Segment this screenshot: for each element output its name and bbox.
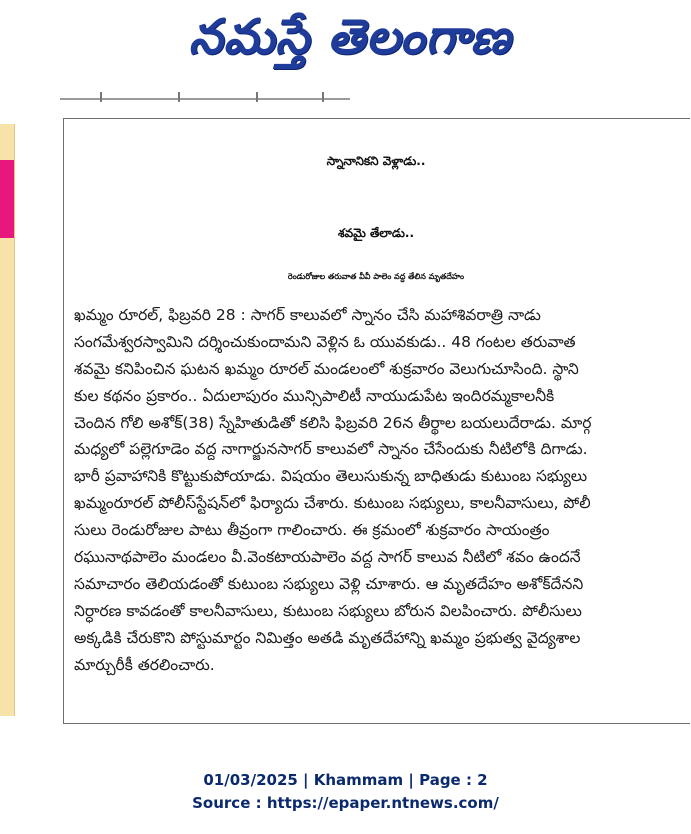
headline-line-1: స్నానానికని వెళ్లాడు.. [326, 154, 426, 168]
divider-line [60, 98, 350, 100]
page-edge-accent [0, 160, 14, 238]
body-line: సులు రెండురోజుల పాటు తీవ్రంగా గాలించారు. ఈ క్రమంలో శుక్రవారం సాయంత్రం [74, 521, 550, 540]
body-line: సంగమేశ్వరస్వామిని దర్శించుకుందామని వెళ్లిన ఓ యువకుడు.. 48 గంటల తరువాత [74, 332, 576, 351]
body-line: ఖమ్మంరూరల్ పోలీస్‌స్టేషన్‌లో ఫిర్యాదు చేశారు. కుటుంబ సభ్యులు, కాలనీవాసులు, పోలీ [74, 494, 591, 513]
divider-mark [178, 92, 180, 102]
article-body [74, 302, 674, 678]
divider-mark [322, 92, 324, 102]
divider-mark [100, 92, 102, 102]
body-line: శవమై కనిపించిన ఘటన ఖమ్మం రూరల్ మండలంలో శుక్రవారం వెలుగుచూసింది. స్థాని [74, 359, 579, 378]
body-line: ఖమ్మం రూరల్, ఫిబ్రవరి 28 : సాగర్ కాలువలో స్నానం చేసి మహాశివరాత్రి నాడు [74, 306, 541, 324]
body-line: మధ్యలో పల్లెగూడెం వద్ద నాగార్జునసాగర్ కాలువలో స్నానం చేసేందుకు నీటిలోకి దిగాడు. [74, 440, 588, 459]
body-line: చెందిన గోలి అశోక్(38) స్నేహితుడితో కలిసి ఫిబ్రవరి 26న తీర్థాల బయలుదేరాడు. మార్గ [74, 413, 592, 432]
body-line: కుల కథనం ప్రకారం.. ఏదులాపురం మున్సిపాలిటీ నాయుడుపేట ఇందిరమ్మకాలనీకి [74, 386, 555, 405]
headline-line-2: శవమై తేలాడు.. [337, 226, 415, 240]
body-line: మార్చురీకీ తరలించారు. [74, 655, 215, 674]
body-line: నిర్ధారణ కావడంతో కాలనీవాసులు, కుటుంబ సభ్యులు బోరున విలపించారు. పోలీసులు [74, 601, 582, 620]
masthead [0, 0, 691, 78]
body-line: అక్కడికి చేరుకొని పోస్టుమార్టం నిమిత్తం అతడి మృతదేహాన్ని ఖమ్మం ప్రభుత్వ వైద్యశాల [74, 628, 581, 647]
footer-date-edition: 01/03/2025 | Khammam | Page : 2 [203, 771, 488, 789]
masthead-divider [60, 86, 360, 106]
body-line: సమాచారం తెలియడంతో కుటుంబ సభ్యులు వెళ్లి చూశారు. ఆ మృతదేహం అశోక్‌దేనని [74, 574, 584, 593]
newspaper-logo: నమస్తే తెలంగాణ [188, 9, 512, 65]
body-line: భారీ ప్రవాహానికి కొట్టుకుపోయాడు. విషయం తెలుసుకున్న బాధితుడు కుటుంబ సభ్యులు [74, 467, 588, 486]
divider-mark [256, 92, 258, 102]
footer-source: Source : https://epaper.ntnews.com/ [192, 794, 499, 812]
subheadline: రెండురోజుల తరువాత వీవీ పాలెం వద్ద తేలిన మృతదేహం [287, 272, 465, 281]
body-line: రఘునాథపాలెం మండలం వీ.వెంకటాయపాలెం వద్ద సాగర్ కాలువ నీటిలో శవం ఉందనే [74, 548, 581, 567]
